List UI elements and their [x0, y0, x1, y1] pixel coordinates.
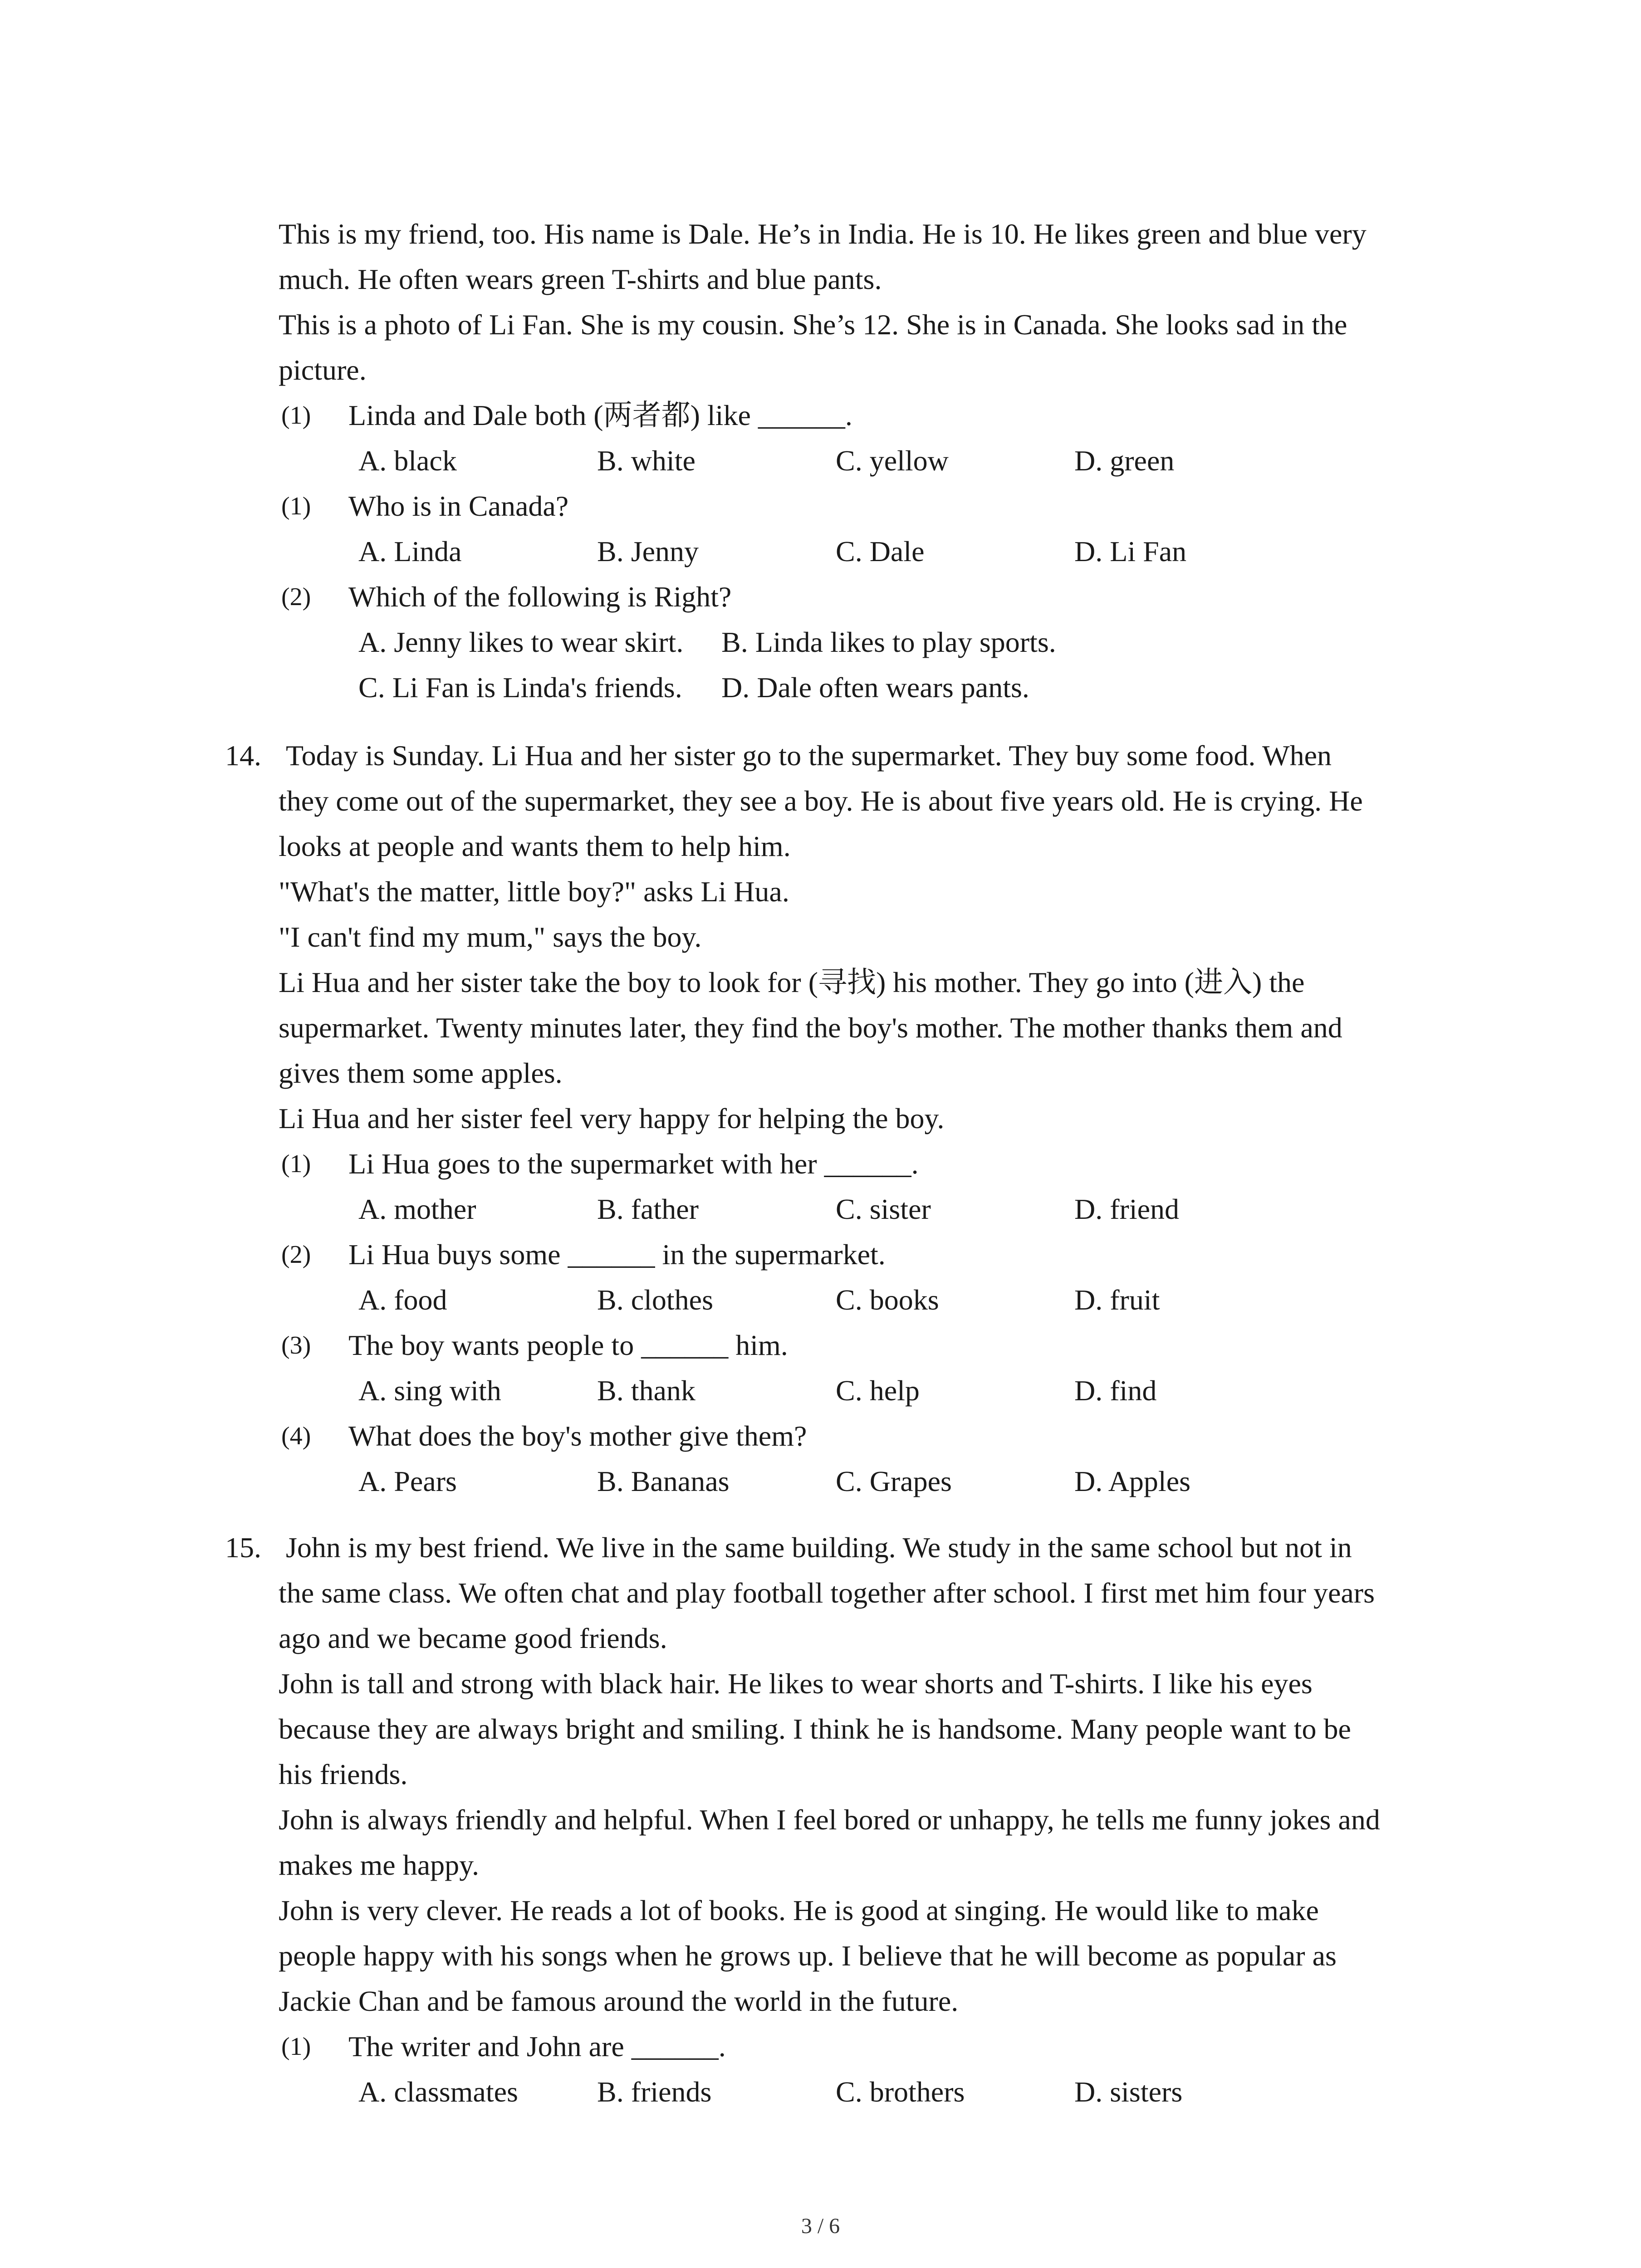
option-d: D. Dale often wears pants. — [721, 671, 1029, 704]
passage-line: they come out of the supermarket, they see a boy. He is about five years old. He is crying. He — [279, 785, 1363, 817]
passage-line: ago and we became good friends. — [279, 1622, 667, 1654]
passage-line: Li Hua and her sister feel very happy for helping the boy. — [279, 1102, 945, 1134]
passage-line: much. He often wears green T-shirts and blue pants. — [279, 263, 882, 295]
passage-line: looks at people and wants them to help him. — [279, 830, 791, 862]
passage-line: "I can't find my mum," says the boy. — [279, 921, 702, 953]
option-d: D. friend — [1074, 1193, 1180, 1225]
option-d: D. sisters — [1074, 2076, 1183, 2108]
option-b: B. clothes — [597, 1284, 713, 1316]
sub-question-text: Li Hua buys some ______ in the supermarket. — [348, 1238, 886, 1271]
option-a: A. Pears — [358, 1465, 457, 1497]
passage-line: because they are always bright and smiling. I think he is handsome. Many people want to be — [279, 1713, 1351, 1745]
passage-line: John is always friendly and helpful. When I feel bored or unhappy, he tells me funny jokes and — [279, 1804, 1380, 1836]
sub-question-number: (2) — [281, 583, 311, 611]
option-a: A. Linda — [358, 535, 462, 567]
option-b: B. Bananas — [597, 1465, 730, 1497]
option-d: D. Li Fan — [1074, 535, 1187, 567]
option-b: B. thank — [597, 1374, 696, 1407]
passage-line: makes me happy. — [279, 1849, 479, 1881]
passage-line: gives them some apples. — [279, 1057, 563, 1089]
option-b: B. father — [597, 1193, 699, 1225]
passage-line: people happy with his songs when he grows up. I believe that he will become as popular as — [279, 1940, 1337, 1972]
sub-question-number: (4) — [281, 1422, 311, 1450]
option-b: B. Jenny — [597, 535, 699, 567]
page-number: 3 / 6 — [801, 2214, 840, 2238]
passage-line: This is my friend, too. His name is Dale. He’s in India. He is 10. He likes green and blue very — [279, 218, 1367, 250]
option-c: C. books — [836, 1284, 939, 1316]
passage-line: the same class. We often chat and play football together after school. I first met him four years — [279, 1577, 1375, 1609]
question-number: 15. — [225, 1531, 261, 1564]
option-c: C. help — [836, 1374, 920, 1407]
option-c: C. brothers — [836, 2076, 965, 2108]
option-a: A. sing with — [358, 1374, 501, 1407]
option-b: B. friends — [597, 2076, 712, 2108]
option-a: A. food — [358, 1284, 447, 1316]
option-d: D. Apples — [1074, 1465, 1190, 1497]
option-b: B. Linda likes to play sports. — [721, 626, 1056, 658]
sub-question-text: The writer and John are ______. — [348, 2030, 726, 2063]
option-b: B. white — [597, 445, 696, 477]
option-d: D. fruit — [1074, 1284, 1160, 1316]
option-a: A. Jenny likes to wear skirt. — [358, 626, 684, 658]
sub-question-text: The boy wants people to ______ him. — [348, 1329, 788, 1361]
sub-question-text: Which of the following is Right? — [348, 581, 732, 613]
sub-question-text: Linda and Dale both (两者都) like ______. — [348, 399, 852, 431]
sub-question-text: Li Hua goes to the supermarket with her ______. — [348, 1148, 919, 1180]
passage-line: "What's the matter, little boy?" asks Li Hua. — [279, 875, 789, 908]
option-a: A. classmates — [358, 2076, 518, 2108]
sub-question-number: (1) — [281, 492, 311, 520]
passage-line: This is a photo of Li Fan. She is my cousin. She’s 12. She is in Canada. She looks sad in the — [279, 308, 1347, 341]
option-c: C. sister — [836, 1193, 931, 1225]
sub-question-number: (3) — [281, 1331, 311, 1359]
sub-question-number: (1) — [281, 1150, 311, 1178]
passage-line: Today is Sunday. Li Hua and her sister go to the supermarket. They buy some food. When — [286, 739, 1332, 772]
passage-line: Jackie Chan and be famous around the world in the future. — [279, 1985, 959, 2017]
option-c: C. yellow — [836, 445, 949, 477]
sub-question-number: (1) — [281, 401, 311, 430]
sub-question-text: What does the boy's mother give them? — [348, 1420, 807, 1452]
sub-question-text: Who is in Canada? — [348, 490, 569, 522]
passage-line: his friends. — [279, 1758, 408, 1790]
passage-line: supermarket. Twenty minutes later, they find the boy's mother. The mother thanks them and — [279, 1012, 1342, 1044]
option-c: C. Grapes — [836, 1465, 952, 1497]
sub-question-number: (1) — [281, 2033, 311, 2061]
question-number: 14. — [225, 739, 261, 772]
passage-line: John is my best friend. We live in the same building. We study in the same school but not in — [286, 1531, 1352, 1564]
sub-question-number: (2) — [281, 1241, 311, 1269]
passage-line: picture. — [279, 354, 367, 386]
option-d: D. green — [1074, 445, 1175, 477]
option-c: C. Li Fan is Linda's friends. — [358, 671, 682, 704]
passage-line: Li Hua and her sister take the boy to look for (寻找) his mother. They go into (进入) the — [279, 966, 1305, 998]
option-a: A. black — [358, 445, 457, 477]
passage-line: John is very clever. He reads a lot of books. He is good at singing. He would like to make — [279, 1894, 1319, 1926]
option-c: C. Dale — [836, 535, 925, 567]
option-a: A. mother — [358, 1193, 476, 1225]
option-d: D. find — [1074, 1374, 1157, 1407]
passage-line: John is tall and strong with black hair. He likes to wear shorts and T-shirts. I like his eyes — [279, 1667, 1313, 1700]
